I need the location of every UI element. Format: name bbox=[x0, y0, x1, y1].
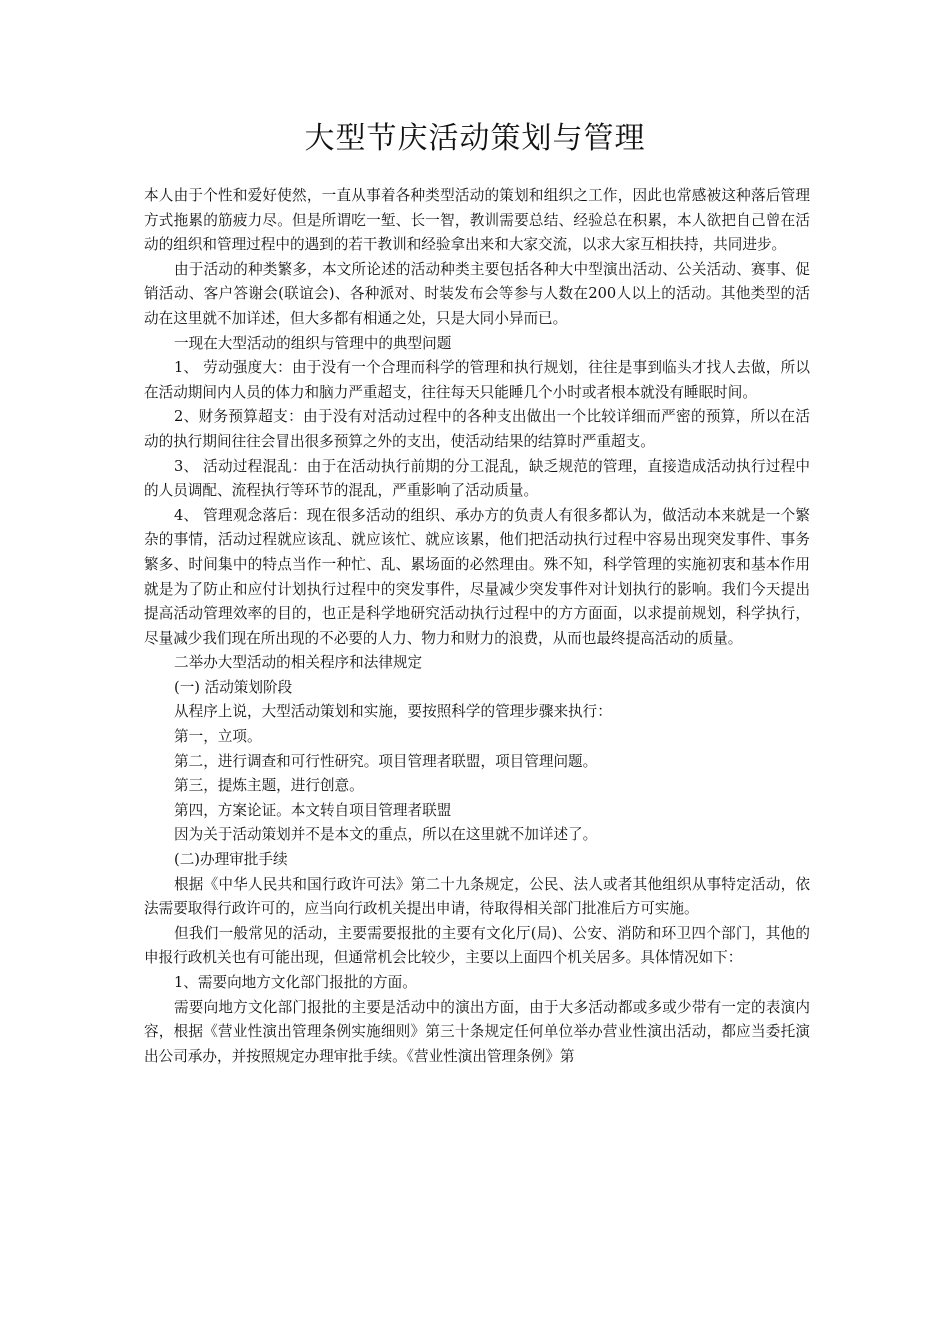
subsection-heading: (二)办理审批手续 bbox=[174, 851, 288, 869]
document-title: 大型节庆活动策划与管理 bbox=[304, 121, 646, 156]
subsection-heading: (一) 活动策划阶段 bbox=[174, 678, 293, 696]
document-body bbox=[144, 184, 810, 1069]
paragraph: 4、 管理观念落后：现在很多活动的组织、承办方的负责人有很多都认为，做活动本来就是一个繁杂的事情，活动过程就应该乱、就应该忙、就应该累，他们把活动执行过程中容易出现突发事件、事务繁多、时间集中的特点当作一种忙、乱、累场面的必然理由。殊不知，科学管理的实施初衷和基本作用就是为了防止和应付计划执行过程中的突发事件，尽量减少突发事件对计划执行的影响。我们今天提出提高活动管理效率的目的，也正是科学地研究活动执行过程中的方方面面，以求提前规划，科学执行，尽量减少我们现在所出现的不必要的人力、物力和财力的浪费，从而也最终提高活动的质量。 bbox=[144, 506, 810, 647]
paragraph: 第一，立项。 bbox=[174, 728, 262, 746]
paragraph: 2、财务预算超支：由于没有对活动过程中的各种支出做出一个比较详细而严密的预算，所以在活动的执行期间往往会冒出很多预算之外的支出，使活动结果的结算时严重超支。 bbox=[144, 408, 810, 450]
paragraph: 但我们一般常见的活动，主要需要报批的主要有文化厅(局)、公安、消防和环卫四个部门，其他的申报行政机关也有可能出现，但通常机会比较少，主要以上面四个机关居多。具体情况如下： bbox=[144, 924, 810, 967]
paragraph: 1、 劳动强度大：由于没有一个合理而科学的管理和执行规划，往往是事到临头才找人去做，所以在活动期间内人员的体力和脑力严重超支，往往每天只能睡几个小时或者根本就没有睡眠时间。 bbox=[144, 359, 810, 401]
section-heading: 二举办大型活动的相关程序和法律规定 bbox=[174, 654, 423, 672]
paragraph: 根据《中华人民共和国行政许可法》第二十九条规定，公民、法人或者其他组织从事特定活动，依法需要取得行政许可的，应当向行政机关提出申请，待取得相关部门批准后方可实施。 bbox=[144, 875, 810, 918]
paragraph: 第三，提炼主题，进行创意。 bbox=[174, 777, 364, 795]
paragraph: 1、需要向地方文化部门报批的方面。 bbox=[174, 974, 417, 991]
paragraph: 因为关于活动策划并不是本文的重点，所以在这里就不加详述了。 bbox=[174, 826, 598, 844]
paragraph: 需要向地方文化部门报批的主要是活动中的演出方面，由于大多活动都或多或少带有一定的表演内容，根据《营业性演出管理条例实施细则》第三十条规定任何单位举办营业性演出活动，都应当委托演出公司承办，并按照规定办理审批手续。《营业性演出管理条例》第 bbox=[144, 998, 810, 1065]
paragraph: 由于活动的种类繁多，本文所论述的活动种类主要包括各种大中型演出活动、公关活动、赛事、促销活动、客户答谢会(联谊会)、各种派对、时装发布会等参与人数在200人以上的活动。其他类型的活动在这里就不加详述，但大多都有相通之处，只是大同小异而已。 bbox=[144, 260, 810, 327]
paragraph: 第二，进行调查和可行性研究。项目管理者联盟，项目管理问题。 bbox=[174, 752, 598, 770]
paragraph: 本人由于个性和爱好使然，一直从事着各种类型活动的策划和组织之工作，因此也常感被这种落后管理方式拖累的筋疲力尽。但是所谓吃一堑、长一智，教训需要总结、经验总在积累，本人欲把自己曾在活动的组织和管理过程中的遇到的若干教训和经验拿出来和大家交流，以求大家互相扶持，共同进步。 bbox=[144, 187, 810, 254]
section-heading: 一现在大型活动的组织与管理中的典型问题 bbox=[174, 334, 452, 352]
paragraph: 第四，方案论证。本文转自项目管理者联盟 bbox=[174, 801, 452, 819]
paragraph: 3、 活动过程混乱：由于在活动执行前期的分工混乱，缺乏规范的管理，直接造成活动执行过程中的人员调配、流程执行等环节的混乱，严重影响了活动质量。 bbox=[144, 457, 810, 500]
paragraph: 从程序上说，大型活动策划和实施，要按照科学的管理步骤来执行： bbox=[174, 703, 612, 721]
